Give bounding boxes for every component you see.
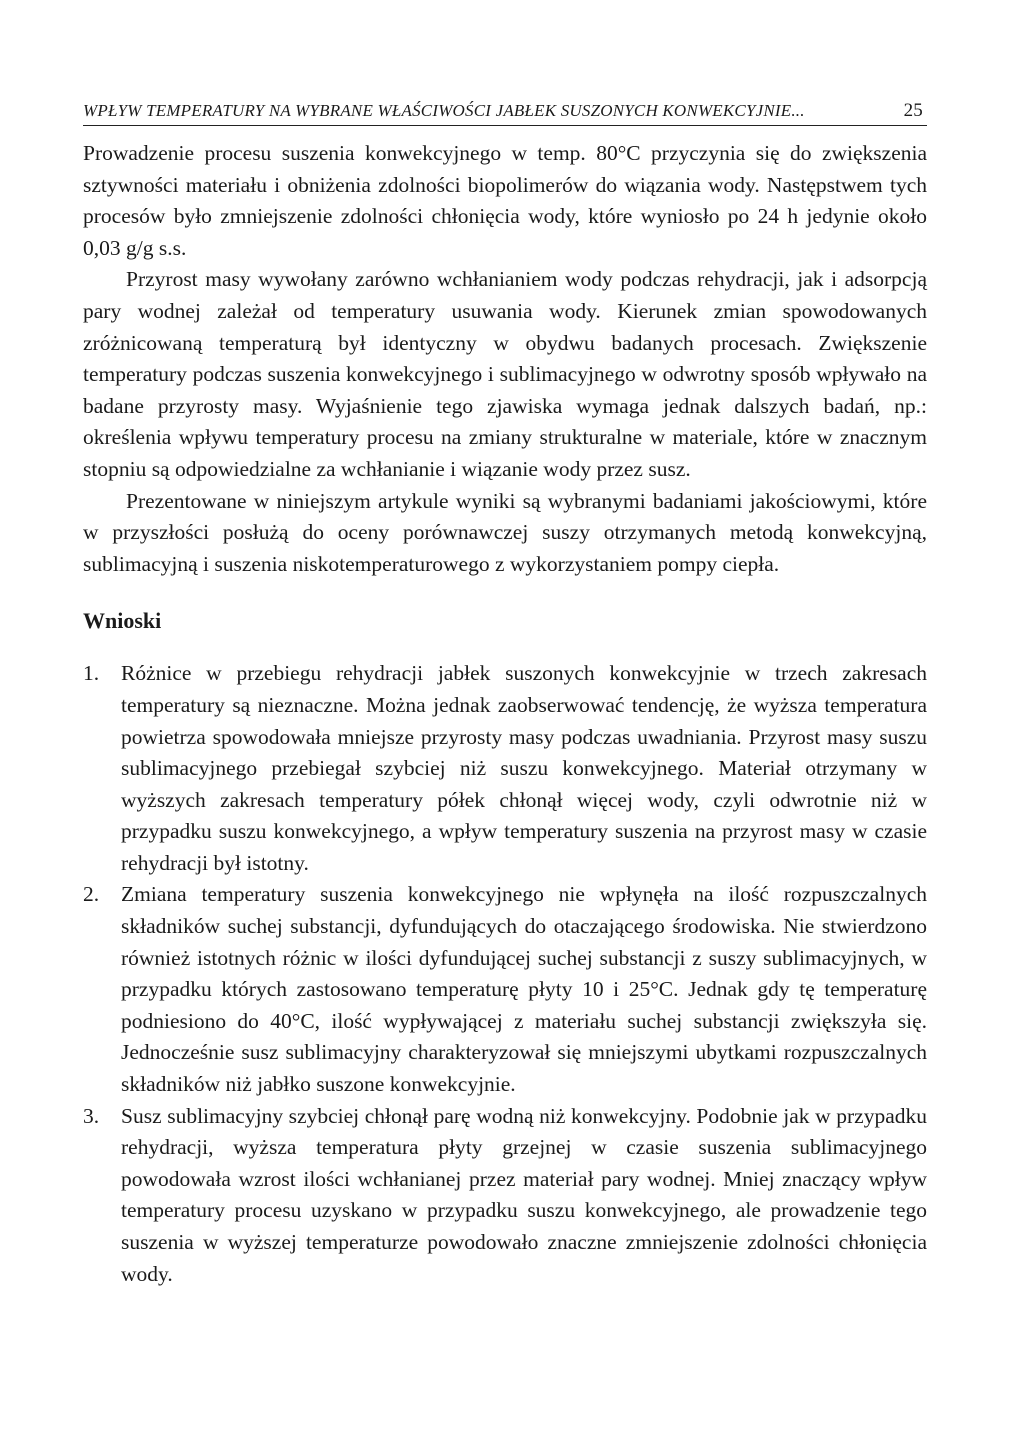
- conclusions-heading: Wnioski: [83, 608, 162, 634]
- conclusion-number: 3.: [83, 1103, 100, 1128]
- paragraph-1: Prowadzenie procesu suszenia konwekcyjnego w temp. 80°C przyczynia się do zwiększenia sztywności materiału i obniżenia zdolności biopolimerów do wiązania wody. Następstwem tych procesów było zmniejszenie zdolności chłonięcia wody, które wyniosło po 24 h jedynie około 0,03 g/g s.s.: [83, 141, 927, 260]
- conclusion-item-3: [83, 1101, 927, 1291]
- conclusion-item-2: [83, 879, 927, 1100]
- running-header: [83, 100, 927, 126]
- conclusion-text: Różnice w przebiegu rehydracji jabłek suszonych konwekcyjnie w trzech zakresach temperatury są nieznaczne. Można jednak zaobserwować tendencję, że wyższa temperatura powietrza spowodowała mniejsze przyrosty masy podczas uwadniania. Przyrost masy suszu sublimacyjnego przebiegał szybciej niż suszu konwekcyjnego. Materiał otrzymany w wyższych zakresach temperatury półek chłonął więcej wody, czyli odwrotnie niż w przypadku suszu konwekcyjnego, a wpływ temperatury suszenia na przyrost masy w czasie rehydracji był istotny.: [121, 661, 927, 875]
- paragraph-2: Przyrost masy wywołany zarówno wchłanianiem wody podczas rehydracji, jak i adsorpcją pary wodnej zależał od temperatury usuwania wody. Kierunek zmian spowodowanych zróżnicowaną temperaturą był identyczny w obydwu badanych procesach. Zwiększenie temperatury podczas suszenia konwekcyjnego i sublimacyjnego w odwrotny sposób wpływało na badane przyrosty masy. Wyjaśnienie tego zjawiska wymaga jednak dalszych badań, np.: określenia wpływu temperatury procesu na zmiany strukturalne w materiale, które w znacznym stopniu są odpowiedzialne za wchłanianie i wiązanie wody przez susz.: [83, 267, 927, 481]
- page-number: 25: [903, 100, 923, 121]
- conclusion-text: Zmiana temperatury suszenia konwekcyjnego nie wpłynęła na ilość rozpuszczalnych składników suchej substancji, dyfundujących do otaczającego środowiska. Nie stwierdzono również istotnych różnic w ilości dyfundującej suchej substancji z suszy sublimacyjnych, w przypadku których zastosowano temperaturę płyty 10 i 25°C. Jednak gdy tę temperaturę podniesiono do 40°C, ilość wypływającej z materiału suchej substancji zwiększyła się. Jednocześnie susz sublimacyjny charakteryzował się mniejszymi ubytkami rozpuszczalnych składników niż jabłko suszone konwekcyjnie.: [121, 882, 927, 1097]
- conclusion-number: 1.: [83, 661, 100, 686]
- conclusion-item-1: [83, 658, 927, 879]
- body-text: [83, 138, 927, 580]
- conclusion-text: Susz sublimacyjny szybciej chłonął parę wodną niż konwekcyjny. Podobnie jak w przypadku rehydracji, wyższa temperatura płyty grzejnej w czasie suszenia sublimacyjnego powodowała wzrost ilości wchłanianej przez materiał pary wodnej. Mniej znaczący wpływ temperatury procesu uzyskano w przypadku suszu konwekcyjnego, ale prowadzenie tego suszenia w wyższej temperaturze powodowało znaczne zmniejszenie zdolności chłonięcia wody.: [121, 1103, 927, 1286]
- journal-page: [83, 100, 927, 1290]
- paragraph-3: Prezentowane w niniejszym artykule wyniki są wybranymi badaniami jakościowymi, które w przyszłości posłużą do oceny porównawczej suszy otrzymanych metodą konwekcyjną, sublimacyjną i suszenia niskotemperaturowego z wykorzystaniem pompy ciepła.: [83, 488, 927, 576]
- conclusions-list: [83, 658, 927, 1290]
- running-title: WPŁYW TEMPERATURY NA WYBRANE WŁAŚCIWOŚCI JABŁEK SUSZONYCH KONWEKCYJNIE...: [83, 101, 805, 120]
- conclusion-number: 2.: [83, 882, 100, 907]
